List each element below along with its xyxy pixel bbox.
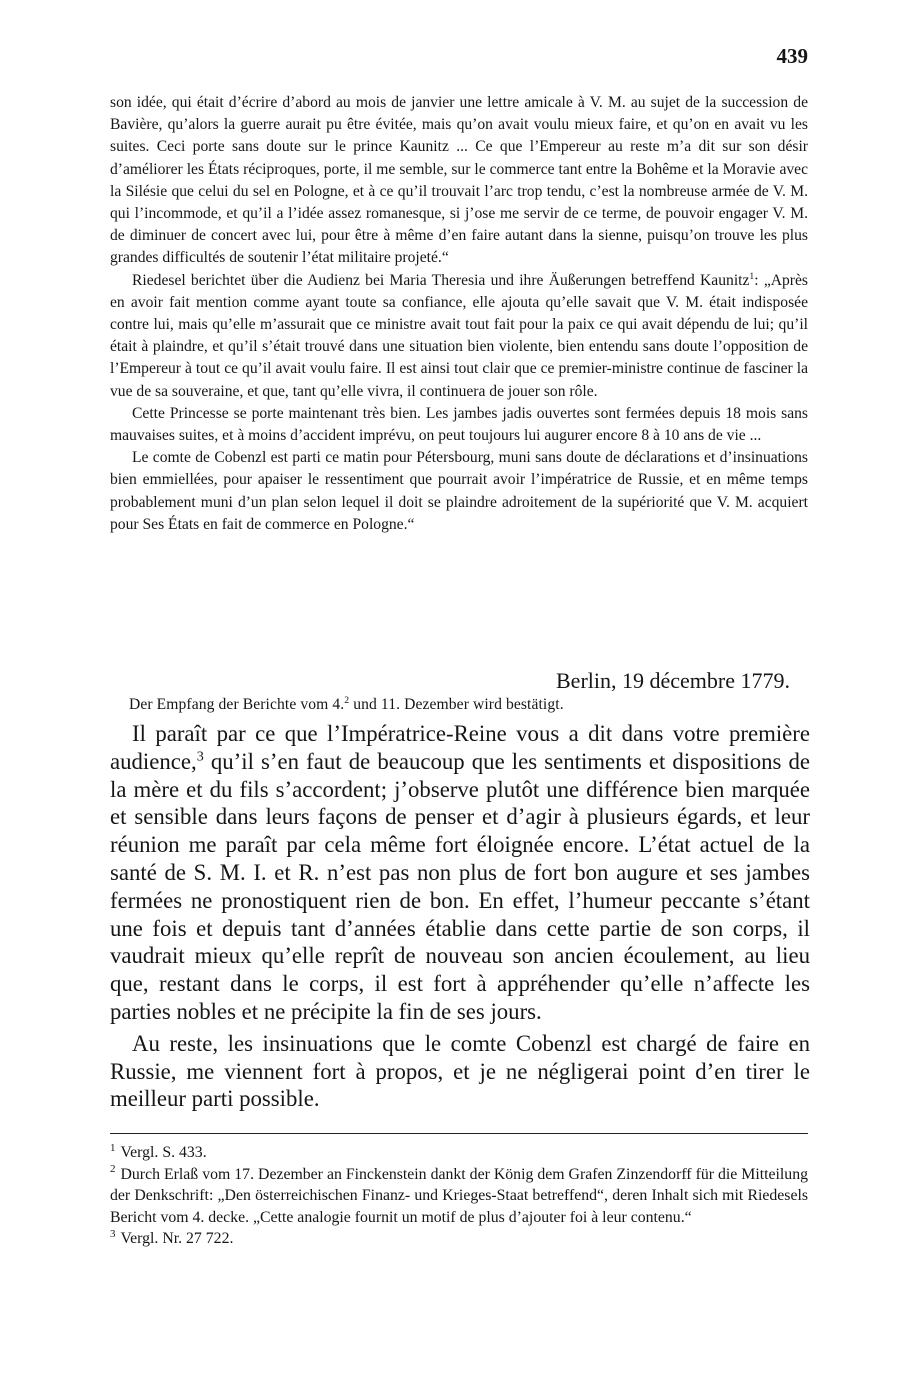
receipt-text-end: und 11. Dezember wird bestätigt. — [349, 696, 564, 713]
letter-dateline: Berlin, 19 décembre 1779. — [556, 668, 790, 693]
footnote-1 — [110, 1142, 808, 1164]
letter-paragraph-1 — [110, 720, 810, 1026]
receipt-note — [129, 695, 564, 715]
footnote-number: 3 — [110, 1228, 116, 1241]
footnote-3 — [110, 1228, 808, 1250]
footnote-ref-2: 2 — [344, 694, 350, 706]
letter-p1-start: Il paraît par ce que l’Impératrice-Reine vous a dit dans votre première audience, — [110, 721, 810, 774]
footnote-text: Durch Erlaß vom 17. Dezember an Finckenstein dankt der König dem Grafen Zinzendorff für die Mitteilung der Denkschrift: „Den österreichischen Finanz- und Krieges-Staat betreffend“, deren Inhalt sich mit Riedesels Bericht vom 4. decke. „Cette analogie fournit un motif de plus d’ajouter foi à leur contenu.“ — [110, 1165, 808, 1226]
paragraph-princess-health: Cette Princesse se porte maintenant très bien. Les jambes jadis ouvertes sont fermées depuis 18 mois sans mauvaises suites, et à moins d’accident imprévu, on peut toujours lui augurer encore 8 à 10 ans de vie ... — [110, 404, 808, 445]
footnote-divider — [110, 1133, 808, 1134]
paragraph-imperial-conversation: son idée, qui était d’écrire d’abord au mois de janvier une lettre amicale à V. M. au sujet de la succession de Bavière, qu’alors la guerre aurait pu être évitée, mais qu’on avait voulu mieux faire, et qu’on en avait vu les suites. Ceci porte sans doute sur le prince Kaunitz ... Ce que l’Empereur au reste m’a dit sur son désir d’améliorer les États réciproques, porte, il me semble, sur le commerce tant entre la Bohême et la Moravie avec la Silésie que celui du sel en Pologne, et à ce qu’il trouvait l’arc trop tendu, c’est la nombreuse armée de V. M. qui l’incommode, et qu’il a l’idée assez romanesque, si j’ose me servir de ce terme, de pouvoir engager V. M. de diminuer de concert avec lui, pour être à même d’en faire autant dans la sienne, puisqu’on trouve les plus grandes difficultés de soutenir l’état militaire projeté.“ — [110, 94, 808, 267]
footnote-number: 2 — [110, 1163, 116, 1176]
receipt-text-start: Der Empfang der Berichte vom 4. — [129, 696, 345, 713]
footnotes — [110, 1142, 808, 1250]
letter-body — [110, 720, 810, 1113]
letter-p1-rest: qu’il s’en faut de beaucoup que les sentiments et dispositions de la mère et du fils s’accordent; j’observe plutôt une différence bien marquée et sensible dans leurs façons de penser et d’agir à plusieurs égards, et leur réunion me paraît par cela même fort éloignée encore. L’état actuel de la santé de S. M. I. et R. n’est pas non plus de fort bon augure et ses jambes fermées ne pronostiquent rien de bon. En effet, l’humeur peccante s’étant une fois et depuis tant d’années établie dans cette partie de son corps, il vaudrait mieux qu’elle reprît de nouveau son ancien écoulement, au lieu que, restant dans le corps, il est fort à appréhender qu’elle n’affecte les parties nobles et ne précipite la fin de ses jours. — [110, 748, 810, 1024]
footnote-text: Vergl. S. 433. — [120, 1144, 207, 1161]
footnote-number: 1 — [110, 1141, 116, 1154]
paragraph-riedesel-audience — [110, 270, 808, 403]
footnote-ref-1: 1 — [749, 270, 755, 282]
riedesel-quote: : „Après en avoir fait mention comme ayant toute sa confiance, elle ajouta qu’elle savait que V. M. était indisposée contre lui, mais qu’elle m’assurait que ce ministre avait tout fait pour la paix ce qui avait dépendu de lui; qu’il était à plaindre, et qu’il s’était trouvé dans une situation bien violente, bien entendu sans doute l’opposition de l’Empereur à tout ce qu’il avait voulu faire. Il est ainsi tout clair que ce premier-ministre continue de fasciner la vue de sa souveraine, et que, tant qu’elle vivra, il continuera de jouer son rôle. — [110, 271, 808, 400]
page-number: 439 — [776, 44, 808, 68]
letter-paragraph-2: Au reste, les insinuations que le comte Cobenzl est chargé de faire en Russie, me viennent fort à propos, et je ne négligerai point d’en tirer le meilleur parti possible. — [110, 1030, 810, 1112]
footnote-ref-3: 3 — [196, 748, 204, 765]
footnote-text: Vergl. Nr. 27 722. — [120, 1230, 234, 1248]
paragraph-cobenzl-departure: Le comte de Cobenzl est parti ce matin pour Pétersbourg, muni sans doute de déclarations et d’insinuations bien emmiellées, pour apaiser le ressentiment que pourrait avoir l’impératrice de Russie, et en même temps probablement muni d’un plan selon lequel il doit se plaindre adroitement de la supériorité que V. M. acquiert pour Ses États en fait de commerce en Pologne.“ — [110, 449, 808, 533]
footnote-2 — [110, 1164, 808, 1229]
riedesel-intro: Riedesel berichtet über die Audienz bei Maria Theresia und ihre Äußerungen betreffend Kaunitz — [132, 271, 750, 289]
report-excerpt — [110, 92, 808, 536]
